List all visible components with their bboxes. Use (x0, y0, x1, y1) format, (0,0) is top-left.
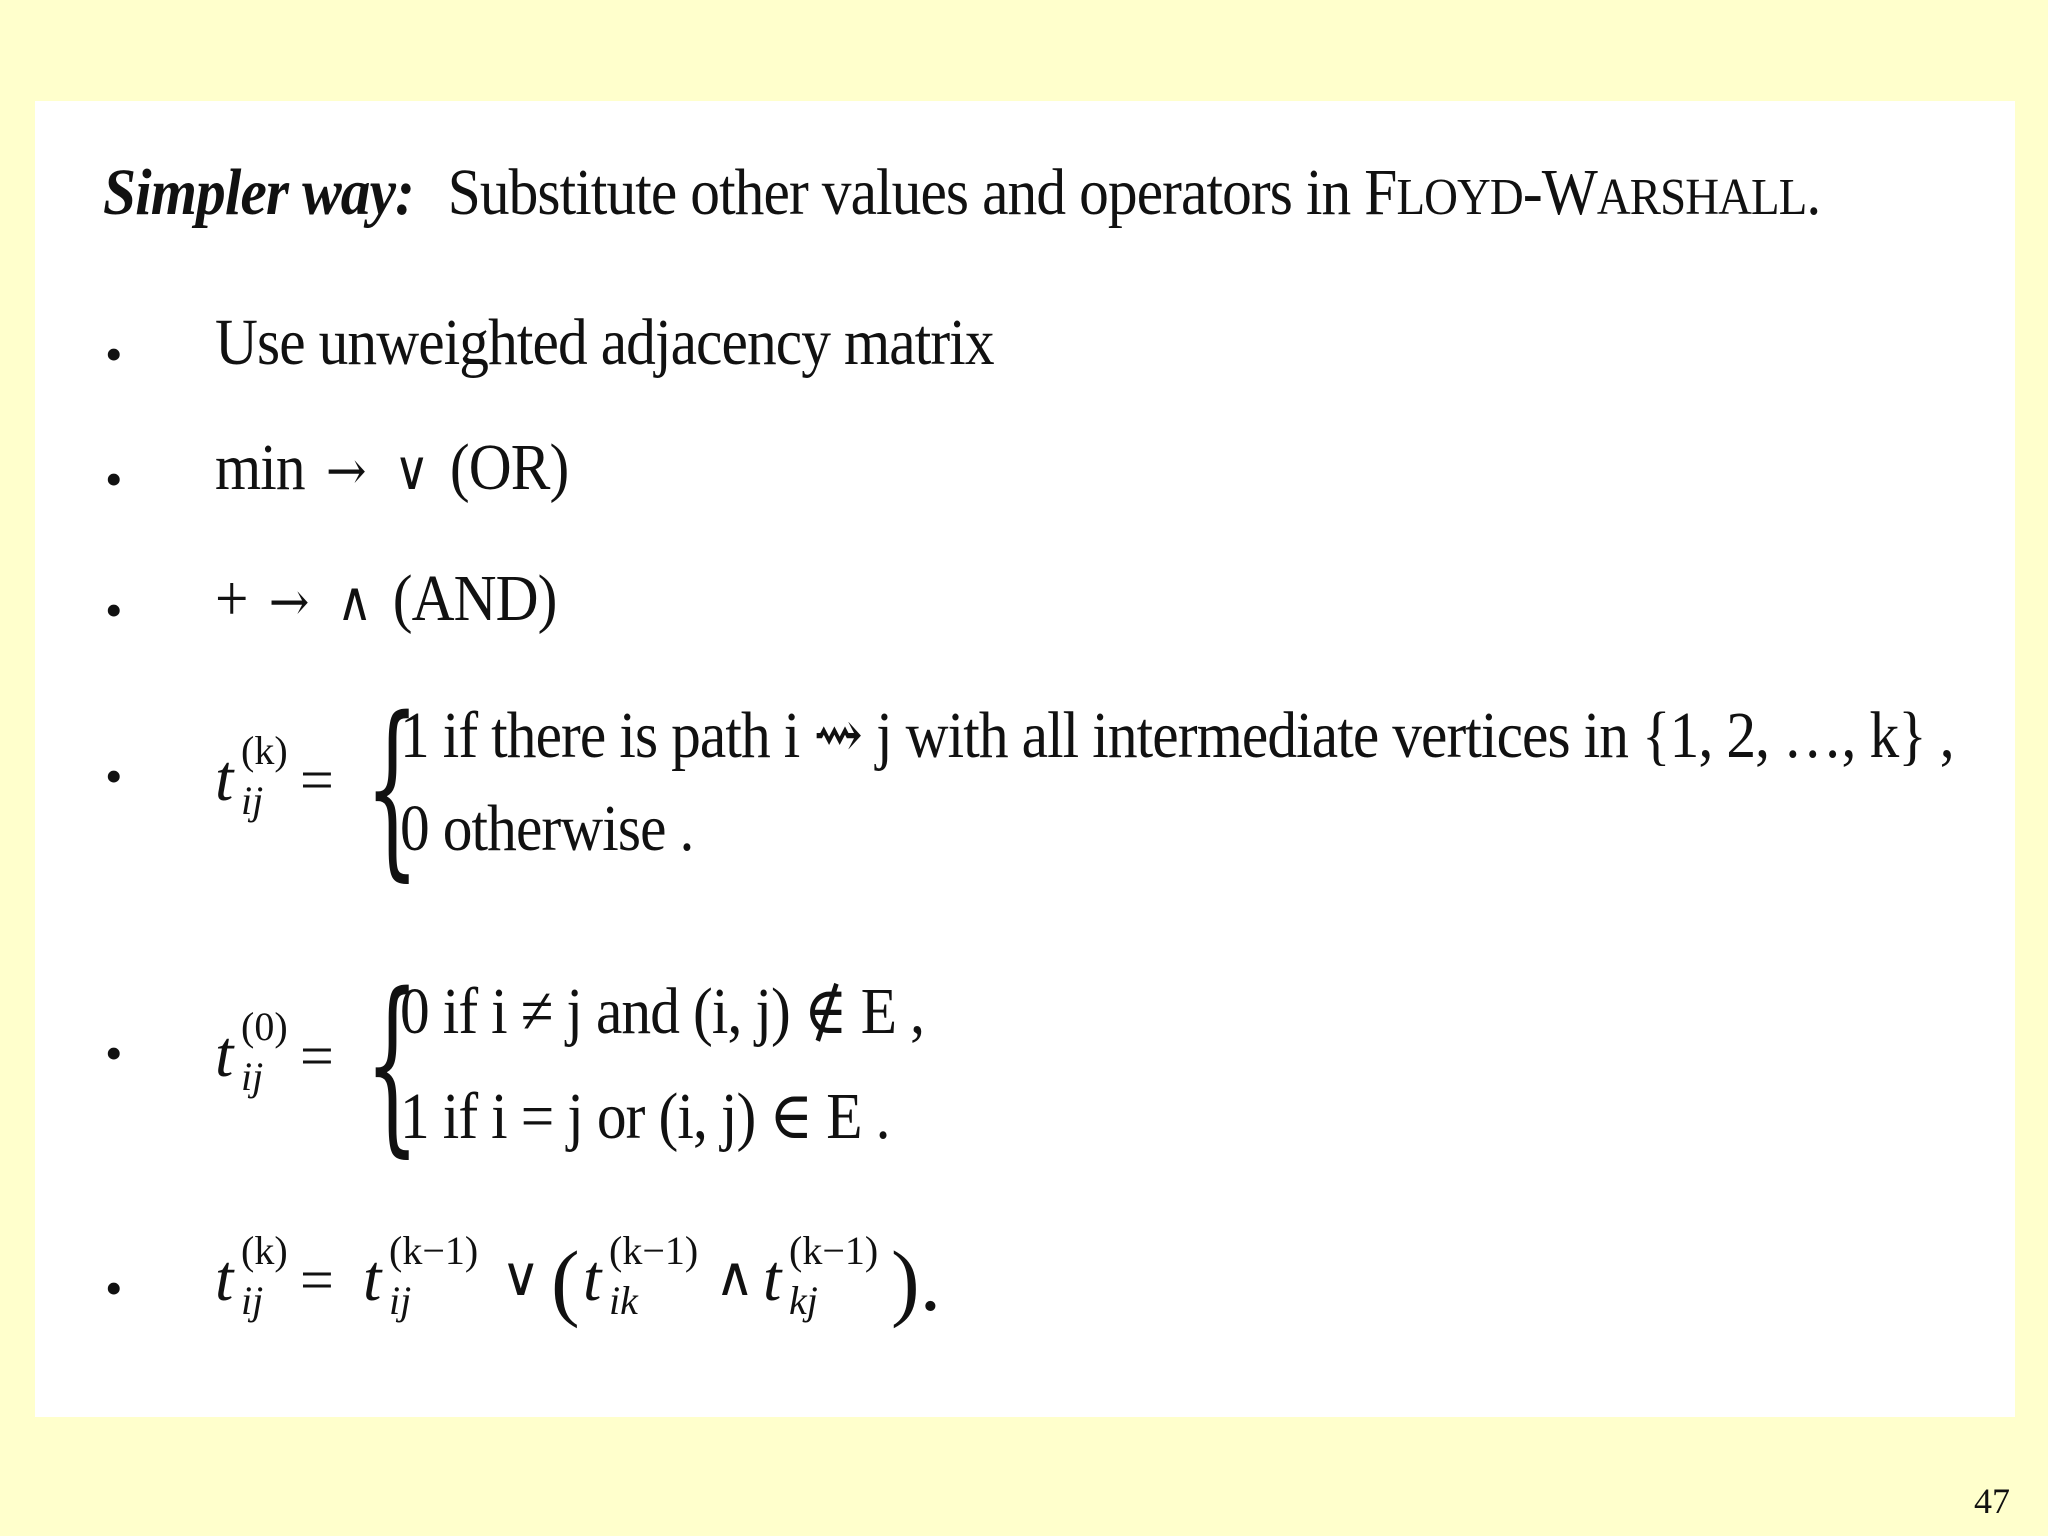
bullet-marker: • (105, 326, 123, 382)
bullet-plus-to-and: + → ∧ (AND) (215, 562, 557, 635)
case-2: 0 otherwise . (400, 792, 694, 865)
bullet-marker: • (105, 451, 123, 507)
slide-content-panel (35, 101, 2015, 1417)
formula-t0-definition: t (0) ij = { 0 if i ≠ j and (i, j) ∉ E , 1 if i = j or (i, j) ∈ E . (215, 953, 925, 1174)
formula-var: t (k) ij (215, 1228, 288, 1323)
formula-term: t (k−1) ij (363, 1228, 479, 1323)
bullet-marker: • (105, 1025, 123, 1081)
case-1: 1 if there is path i ⇝ j with all intermediate vertices in {1, 2, …, k} , (400, 699, 1954, 772)
bullet-unweighted-matrix: Use unweighted adjacency matrix (215, 306, 994, 379)
left-brace: { (365, 677, 420, 898)
formula-tk-definition: t (k) ij = { 1 if there is path i ⇝ j with all intermediate vertices in {1, 2, …, k} , 0 otherwise . (215, 677, 1954, 898)
bullet-min-to-or: min → ∨ (OR) (215, 431, 569, 504)
bullet-marker: • (105, 582, 123, 638)
page-number: 47 (1974, 1481, 2010, 1521)
bullet-marker: • (105, 748, 123, 804)
slide-heading (103, 155, 1820, 231)
case-1: 0 if i ≠ j and (i, j) ∉ E , (400, 975, 925, 1048)
formula-var: t (0) ij (215, 1004, 288, 1099)
left-brace: { (365, 953, 420, 1174)
formula-term: t (k−1) kj (763, 1228, 879, 1323)
formula-term: t (k−1) ik (583, 1228, 699, 1323)
formula-var: t (k) ij (215, 728, 288, 823)
case-2: 1 if i = j or (i, j) ∈ E . (400, 1080, 890, 1153)
bullet-marker: • (105, 1260, 123, 1316)
heading-text: Substitute other values and operators in (447, 156, 1351, 229)
formula-recurrence: t (k) ij = t (k−1) ij ∨ ( t (k−1) ik ∧ t (k−1) kj ). (215, 1228, 942, 1329)
heading-lead: Simpler way: (103, 156, 414, 229)
algorithm-name: FLOYD-WARSHALL. (1364, 156, 1821, 229)
